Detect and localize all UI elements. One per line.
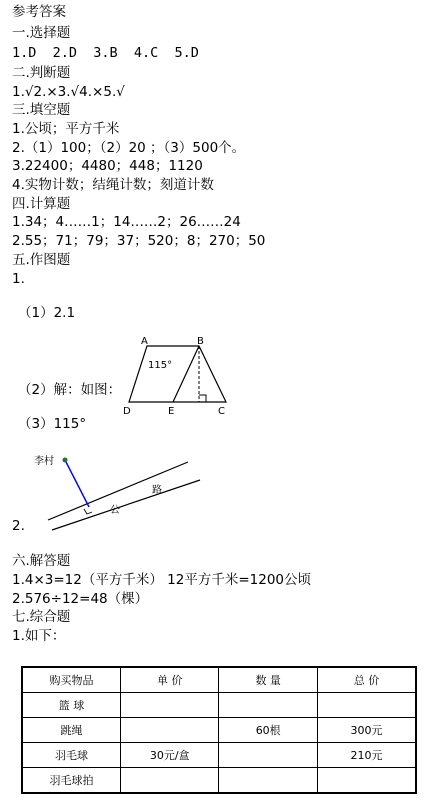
table-cell: 30元/盒: [120, 743, 218, 768]
drawing-item-number: 1.: [12, 271, 25, 287]
table-cell: [219, 768, 317, 794]
calc-answer-line: 1.34；4……1；14……2；26……24: [12, 214, 241, 230]
drawing-part-1: （1）2.1: [18, 305, 76, 321]
fill-answer-line: 2.（1）100；（2）20 ；（3）500个。: [12, 140, 246, 156]
section-heading-fill: 三.填空题: [12, 102, 71, 118]
table-cell: [120, 693, 218, 718]
fill-answer-line: 4.实物计数；结绳计数；刻道计数: [12, 177, 214, 193]
trapezoid-figure: [118, 334, 234, 418]
table-cell: 羽毛球: [22, 743, 120, 768]
table-cell: [317, 693, 416, 718]
village-dot: [63, 458, 68, 463]
table-cell: 300元: [317, 718, 416, 743]
table-cell: [120, 718, 218, 743]
table-header-cell: 数 量: [219, 667, 317, 693]
section-heading-drawing: 五.作图题: [12, 252, 71, 268]
judgment-answers: 1.√2.×3.√4.×5.√: [12, 84, 125, 100]
road-figure: [28, 448, 208, 532]
fill-answer-line: 1.公顷；平方千米: [12, 121, 120, 137]
table-cell: [120, 768, 218, 794]
vertex-label-e: E: [168, 406, 175, 417]
table-header-cell: 总 价: [317, 667, 416, 693]
drawing-part-3: （3）115°: [18, 416, 87, 432]
parallel-line-be: [173, 346, 199, 402]
comprehensive-intro: 1.如下：: [12, 628, 66, 644]
table-header-cell: 单 价: [120, 667, 218, 693]
page-title: 参考答案: [12, 4, 66, 20]
road-label-lu: 路: [152, 485, 162, 496]
right-angle-mark: [199, 395, 206, 402]
calc-answer-line: 2.55；71；79；37；520；8；270；50: [12, 233, 266, 249]
table-cell: 跳绳: [22, 718, 120, 743]
table-row: [22, 743, 416, 768]
table-cell: [219, 743, 317, 768]
solve-answer-line: 2.576÷12=48（棵）: [12, 591, 149, 607]
vertex-label-d: D: [123, 406, 131, 417]
table-cell: [317, 768, 416, 794]
table-row: [22, 693, 416, 718]
village-label: 李村: [34, 456, 54, 467]
drawing-part-2: （2）解：如图：: [18, 382, 122, 398]
section-heading-judgment: 二.判断题: [12, 65, 71, 81]
table-row: [22, 768, 416, 794]
perpendicular-line: [65, 460, 89, 507]
solve-answer-line: 1.4×3=12（平方千米） 12平方千米=1200公顷: [12, 572, 311, 588]
road-label-gong: 公: [110, 505, 120, 516]
section-heading-solve: 六.解答题: [12, 553, 71, 569]
table-header-row: [22, 667, 416, 693]
vertex-label-b: B: [197, 336, 204, 347]
table-cell: 篮 球: [22, 693, 120, 718]
vertex-label-c: C: [218, 406, 225, 417]
table-cell: 60根: [219, 718, 317, 743]
table-row: [22, 718, 416, 743]
table-cell: 羽毛球拍: [22, 768, 120, 794]
purchase-table: [21, 666, 417, 794]
section-heading-comprehensive: 七.综合题: [12, 609, 71, 625]
drawing-item-number: 2.: [12, 518, 25, 534]
section-heading-calc: 四.计算题: [12, 196, 71, 212]
table-cell: 210元: [317, 743, 416, 768]
angle-label: 115°: [148, 360, 173, 371]
vertex-label-a: A: [141, 336, 148, 347]
table-header-cell: 购买物品: [22, 667, 120, 693]
fill-answer-line: 3.22400；4480；448；1120: [12, 158, 203, 174]
choice-answers: 1.D 2.D 3.B 4.C 5.D: [12, 45, 199, 61]
perpendicular-right-angle-mark: [84, 509, 92, 514]
table-cell: [219, 693, 317, 718]
section-heading-choice: 一.选择题: [12, 25, 71, 41]
